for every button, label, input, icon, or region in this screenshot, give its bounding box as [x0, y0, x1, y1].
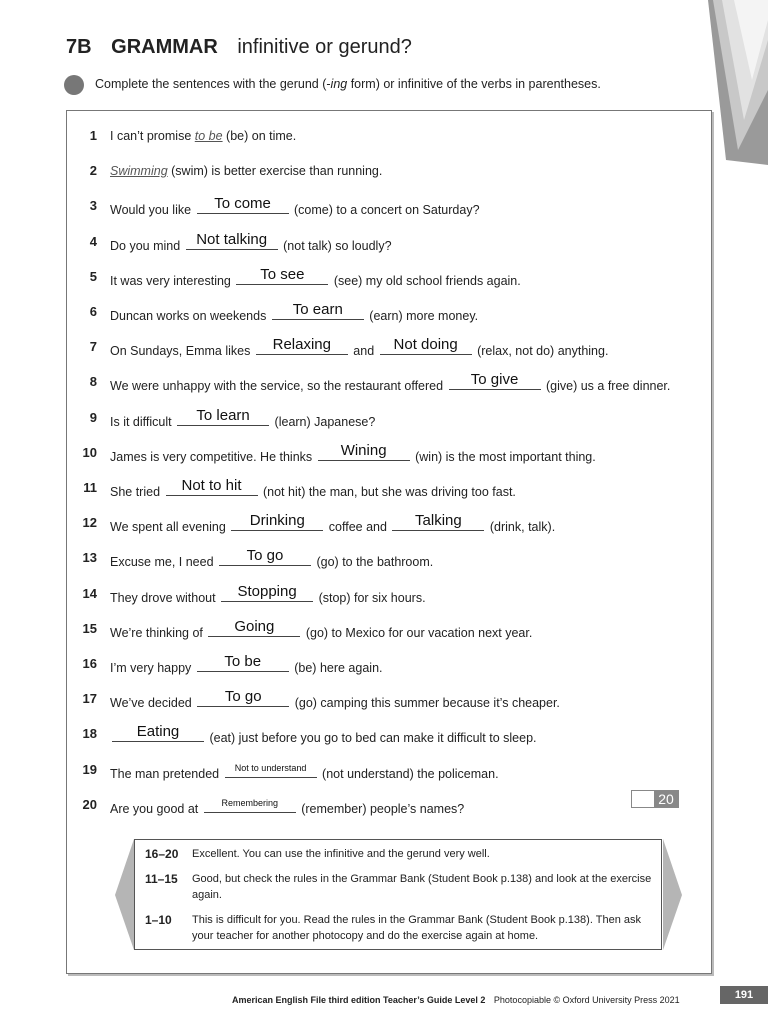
answer-blank[interactable] — [204, 798, 296, 813]
sentence-start: We’ve decided — [110, 696, 196, 710]
question-number: 9 — [89, 410, 97, 425]
sentence-end: (come) to a concert on Saturday? — [290, 203, 480, 217]
question-number: 4 — [89, 234, 97, 249]
question-number: 17 — [82, 691, 97, 706]
answer-text: Stopping — [237, 583, 297, 600]
sentence-start: Is it difficult — [110, 415, 176, 429]
answer-blank[interactable] — [197, 653, 289, 672]
question-text — [110, 266, 521, 288]
question-number: 5 — [89, 269, 97, 284]
sentence-start: On Sundays, Emma likes — [110, 344, 254, 358]
sentence-start: Are you good at — [110, 802, 202, 816]
sentence-end: (win) is the most important thing. — [411, 450, 596, 464]
question-text — [110, 195, 480, 217]
sentence-end: (give) us a free dinner. — [542, 379, 671, 393]
answer-blank[interactable] — [392, 512, 484, 531]
sentence-end: (stop) for six hours. — [315, 591, 426, 605]
page-number: 191 — [720, 986, 768, 1004]
question-text — [110, 547, 434, 569]
sentence-end: (not talk) so loudly? — [279, 239, 392, 253]
answer-blank[interactable] — [186, 231, 278, 250]
answer-blank[interactable] — [177, 407, 269, 426]
question-text — [110, 512, 556, 534]
answer-text: Remembering — [221, 798, 278, 808]
sentence-start: She tried — [110, 485, 164, 499]
answer-text: To see — [260, 266, 305, 283]
total-score: 20 — [654, 791, 678, 808]
answer-blank[interactable] — [221, 583, 313, 602]
section-name: GRAMMAR — [111, 36, 218, 58]
footer — [232, 995, 680, 1005]
sentence-middle: and — [349, 344, 378, 358]
sentence-start: The man pretended — [110, 767, 223, 781]
answer-text: Not talking — [196, 231, 268, 248]
answer-blank[interactable] — [380, 336, 472, 355]
sentence-start: We were unhappy with the service, so the restaurant offered — [110, 379, 447, 393]
sentence-end: (be) here again. — [290, 661, 383, 675]
topic-title: infinitive or gerund? — [237, 36, 412, 58]
question-number: 10 — [82, 445, 97, 460]
sentence-start: Duncan works on weekends — [110, 309, 270, 323]
question-number: 7 — [89, 339, 97, 354]
bullet-icon — [64, 75, 84, 95]
sentence-end: (not understand) the policeman. — [318, 767, 499, 781]
question-number: 2 — [89, 163, 97, 178]
sentence-end: (relax, not do) anything. — [473, 344, 609, 358]
sentence-end: (eat) just before you go to bed can make it difficult to sleep. — [206, 731, 537, 745]
question-number: 6 — [89, 304, 97, 319]
answer-text: To go — [246, 547, 284, 564]
exercise-box — [66, 110, 712, 974]
sentence-end: (see) my old school friends again. — [330, 274, 521, 288]
sentence-end: (go) to Mexico for our vacation next year. — [302, 626, 533, 640]
answer-blank[interactable] — [256, 336, 348, 355]
answer-text: Eating — [136, 723, 180, 740]
sentence-end: (be) on time. — [222, 129, 297, 143]
example-answer: Swimming — [110, 164, 168, 178]
question-text — [110, 301, 479, 323]
answer-text: Relaxing — [272, 336, 331, 353]
book-title: American English File third edition Teacher’s Guide Level 2 — [232, 995, 486, 1005]
question-text — [110, 688, 560, 710]
question-number: 12 — [82, 515, 97, 530]
answer-blank[interactable] — [166, 477, 258, 496]
question-number: 19 — [82, 762, 97, 777]
sentence-end: (swim) is better exercise than running. — [167, 164, 383, 178]
question-text — [110, 618, 533, 640]
question-number: 14 — [82, 586, 97, 601]
sentence-end: (earn) more money. — [365, 309, 479, 323]
question-number: 11 — [83, 480, 97, 495]
answer-text: Wining — [340, 442, 387, 459]
score-key: 16–20 Excellent. You can use the infinitive and the gerund very well. 11–15 Good, but check the rules in the Grammar Bank (Student Book p.138) and look at the exercise again. 1–10 This is difficult for you. Read the rules in the Grammar Bank (Student Book p.138). Then ask your teacher for another photocopy and do the exercise again at home. — [134, 839, 662, 950]
answer-blank[interactable] — [318, 442, 410, 461]
sentence-start: James is very competitive. He thinks — [110, 450, 316, 464]
question-number: 16 — [82, 656, 97, 671]
answer-blank[interactable] — [112, 723, 204, 742]
answer-blank[interactable] — [231, 512, 323, 531]
question-text — [110, 336, 609, 358]
question-text — [110, 477, 516, 499]
sentence-end: (drink, talk). — [486, 520, 556, 534]
answer-blank[interactable] — [449, 371, 541, 390]
answer-text: To be — [224, 653, 262, 670]
lesson-code: 7B — [66, 36, 92, 58]
question-text — [110, 407, 376, 429]
question-number: 8 — [89, 374, 97, 389]
sentence-end: (go) camping this summer because it’s cheaper. — [291, 696, 560, 710]
sentence-start: I’m very happy — [110, 661, 195, 675]
sentence-start: Do you mind — [110, 239, 184, 253]
answer-blank[interactable] — [197, 688, 289, 707]
question-number: 13 — [82, 550, 97, 565]
sentence-end: (remember) people’s names? — [297, 802, 465, 816]
question-number: 20 — [82, 797, 97, 812]
answer-text: Not to hit — [181, 477, 242, 494]
question-number: 3 — [89, 198, 97, 213]
question-number: 15 — [82, 621, 97, 636]
sentence-start: I can’t promise — [110, 129, 195, 143]
instructions: Complete the sentences with the gerund (-ing form) or infinitive of the verbs in parentheses. — [95, 77, 601, 91]
answer-blank[interactable] — [219, 547, 311, 566]
worksheet-title — [66, 36, 412, 59]
sentence-middle: coffee and — [325, 520, 391, 534]
answer-text: To give — [470, 371, 519, 388]
answer-text: To learn — [196, 407, 250, 424]
question-text — [110, 231, 392, 253]
question-text — [110, 129, 296, 143]
question-text — [110, 442, 596, 464]
answer-text: Not to understand — [234, 763, 307, 773]
answer-text: To come — [214, 195, 271, 212]
question-text — [110, 723, 537, 745]
sentence-start: Would you like — [110, 203, 195, 217]
answer-text: Going — [234, 618, 275, 635]
question-text — [110, 164, 382, 178]
sentence-start: We’re thinking of — [110, 626, 207, 640]
answer-blank[interactable] — [225, 763, 317, 778]
answer-blank[interactable] — [208, 618, 300, 637]
answer-blank[interactable] — [197, 195, 289, 214]
sentence-end: (go) to the bathroom. — [313, 555, 434, 569]
question-text — [110, 798, 464, 816]
sentence-start: They drove without — [110, 591, 220, 605]
answer-text: Talking — [415, 512, 462, 529]
answer-text: To go — [224, 688, 262, 705]
question-number: 1 — [89, 128, 97, 143]
question-text — [110, 371, 671, 393]
question-text — [110, 653, 383, 675]
question-number: 18 — [82, 726, 97, 741]
answer-blank[interactable] — [272, 301, 364, 320]
answer-text: Drinking — [249, 512, 305, 529]
sentence-start: It was very interesting — [110, 274, 235, 288]
sentence-end: (learn) Japanese? — [271, 415, 376, 429]
score-box — [631, 790, 679, 808]
sentence-start: Excuse me, I need — [110, 555, 218, 569]
answer-text: To earn — [292, 301, 343, 318]
sentence-end: (not hit) the man, but she was driving too fast. — [259, 485, 516, 499]
question-text — [110, 583, 426, 605]
question-text — [110, 763, 499, 781]
answer-text: Not doing — [393, 336, 458, 353]
sentence-start: We spent all evening — [110, 520, 230, 534]
example-answer: to be — [194, 129, 223, 143]
answer-blank[interactable] — [236, 266, 328, 285]
copyright: Photocopiable © Oxford University Press 2021 — [493, 995, 680, 1005]
corner-decoration — [708, 0, 768, 165]
